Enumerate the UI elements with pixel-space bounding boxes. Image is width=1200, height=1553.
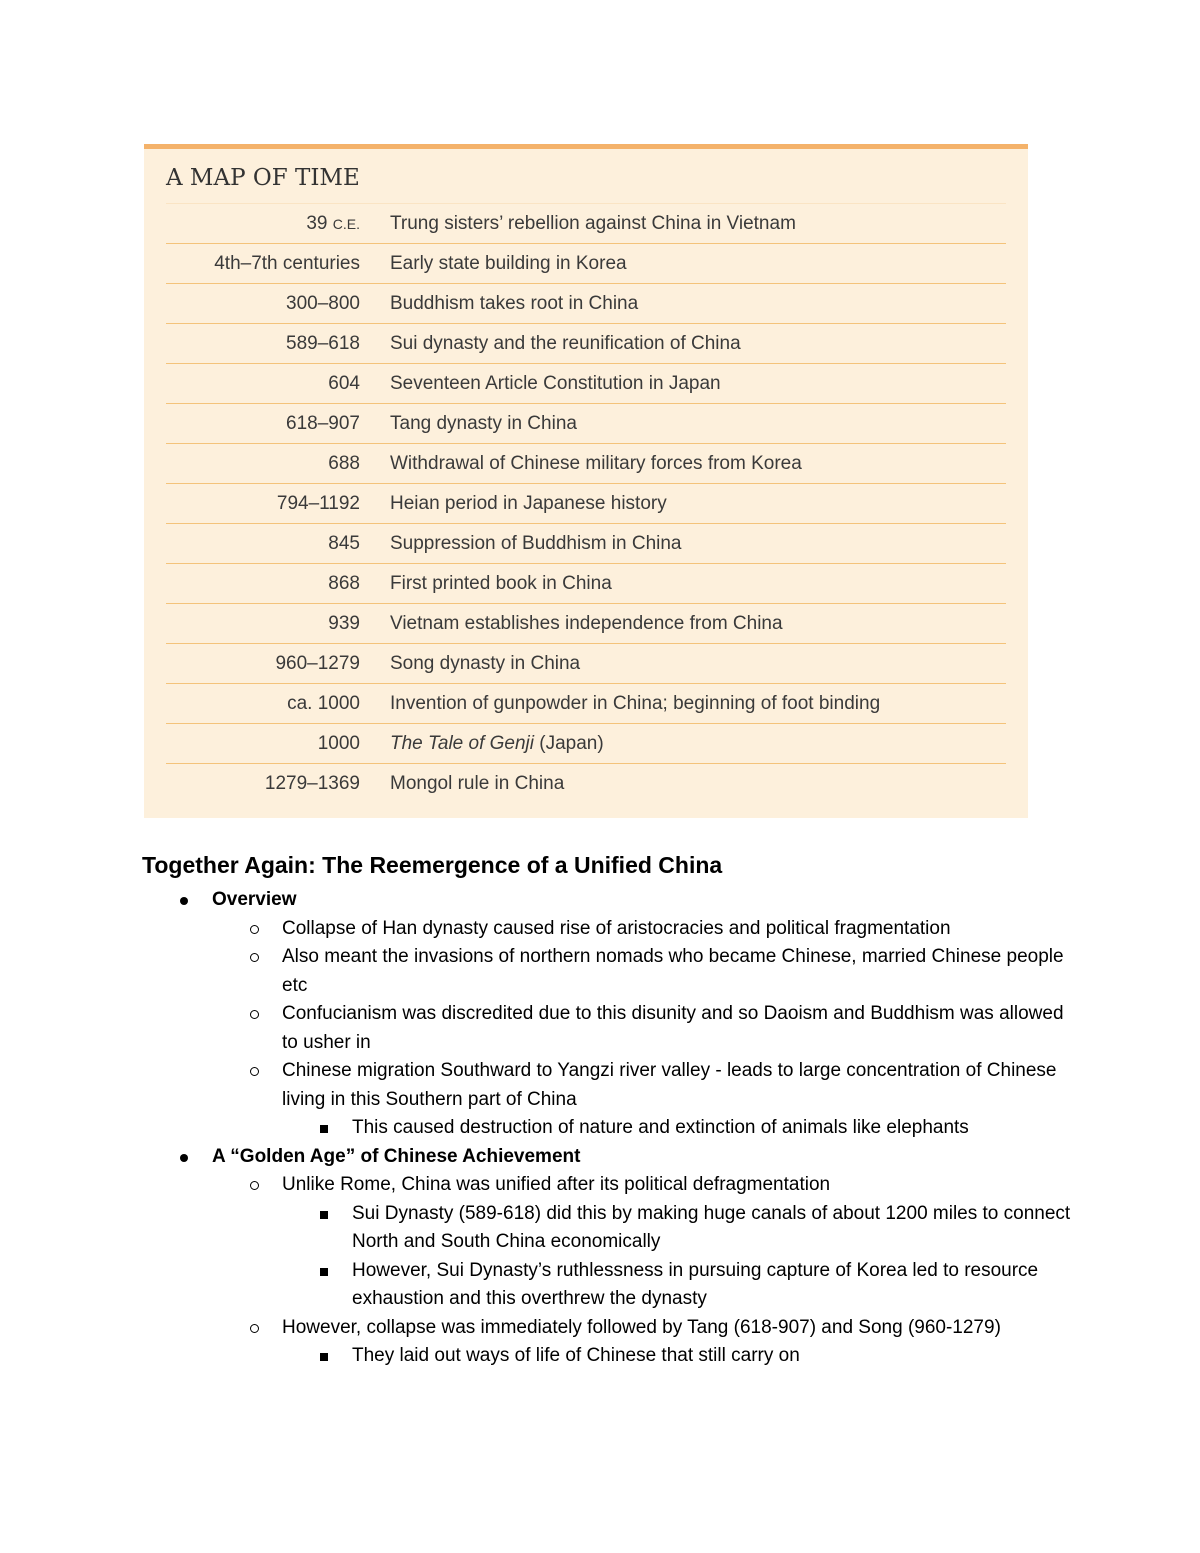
timeline-row bbox=[166, 364, 1006, 404]
outline-subsublist bbox=[282, 1342, 1072, 1371]
square-bullet-icon bbox=[320, 1268, 328, 1276]
timeline-event: Buddhism takes root in China bbox=[390, 292, 639, 314]
timeline-row bbox=[166, 604, 1006, 644]
outline-subitem: Unlike Rome, China was unified after its political defragmentation Sui Dynasty (589-618) did this by making huge canals of about 1200 miles to connect North and South China economically However, Sui Dynasty’s ruthlessness in pursuing capture of Korea led to resource exhaustion and this overthrew the dynasty bbox=[212, 1171, 1072, 1314]
outline-subitem: Confucianism was discredited due to this disunity and so Daoism and Buddhism was allowed to usher in bbox=[212, 1000, 1072, 1057]
timeline-row bbox=[166, 244, 1006, 284]
square-bullet-icon bbox=[320, 1125, 328, 1133]
outline-sublist bbox=[212, 915, 1072, 1143]
timeline-event: Vietnam establishes independence from China bbox=[390, 612, 783, 634]
timeline-event: Trung sisters’ rebellion against China in Vietnam bbox=[390, 212, 796, 234]
timeline-date: 1279–1369 bbox=[264, 772, 360, 794]
timeline-row bbox=[166, 484, 1006, 524]
timeline-date: 4th–7th centuries bbox=[214, 252, 360, 274]
outline-sublist bbox=[212, 1171, 1072, 1371]
timeline-event: Early state building in Korea bbox=[390, 252, 627, 274]
book-title: The Tale of Genji bbox=[390, 732, 534, 754]
timeline-date: 868 bbox=[328, 572, 360, 594]
filled-bullet-icon bbox=[180, 897, 188, 905]
outline-subitem: Chinese migration Southward to Yangzi river valley - leads to large concentration of Chinese living in this Southern part of China This caused destruction of nature and extinction of animals like elephants bbox=[212, 1057, 1072, 1143]
timeline-event: Sui dynasty and the reunification of China bbox=[390, 332, 741, 354]
timeline-row bbox=[166, 644, 1006, 684]
timeline-row bbox=[166, 684, 1006, 724]
timeline-row bbox=[166, 404, 1006, 444]
timeline-event: Mongol rule in China bbox=[390, 772, 565, 794]
timeline-date: 845 bbox=[328, 532, 360, 554]
timeline-date: 604 bbox=[328, 372, 360, 394]
map-of-time-title: A MAP OF TIME bbox=[166, 165, 360, 191]
hollow-bullet-icon bbox=[250, 1181, 259, 1190]
timeline-event: Suppression of Buddhism in China bbox=[390, 532, 682, 554]
hollow-bullet-icon bbox=[250, 1324, 259, 1333]
timeline-date: 300–800 bbox=[286, 292, 360, 314]
timeline-event: Invention of gunpowder in China; beginning of foot binding bbox=[390, 692, 881, 714]
section-heading: Together Again: The Reemergence of a Unified China bbox=[142, 852, 723, 878]
timeline-row bbox=[166, 204, 1006, 244]
timeline-row bbox=[166, 764, 1006, 803]
timeline-row bbox=[166, 524, 1006, 564]
outline-subsubitem: They laid out ways of life of Chinese that still carry on bbox=[282, 1342, 1072, 1371]
outline-subsubitem: This caused destruction of nature and extinction of animals like elephants bbox=[282, 1114, 1072, 1143]
outline-heading: Overview bbox=[212, 889, 297, 910]
map-of-time-box bbox=[144, 144, 1028, 818]
timeline-date: 1000 bbox=[317, 732, 360, 754]
timeline-date: ca. 1000 bbox=[287, 692, 360, 714]
timeline-row bbox=[166, 444, 1006, 484]
hollow-bullet-icon bbox=[250, 1067, 259, 1076]
outline-subitem: Also meant the invasions of northern nomads who became Chinese, married Chinese people etc bbox=[212, 943, 1072, 1000]
timeline-date: 589–618 bbox=[286, 332, 360, 354]
timeline-date: 960–1279 bbox=[275, 652, 360, 674]
square-bullet-icon bbox=[320, 1353, 328, 1361]
timeline-date: 618–907 bbox=[286, 412, 360, 434]
timeline-row bbox=[166, 324, 1006, 364]
timeline-row bbox=[166, 284, 1006, 324]
timeline-date: 939 bbox=[328, 612, 360, 634]
outline-item-overview bbox=[142, 886, 1072, 1143]
filled-bullet-icon bbox=[180, 1154, 188, 1162]
timeline-event: Heian period in Japanese history bbox=[390, 492, 667, 514]
hollow-bullet-icon bbox=[250, 953, 259, 962]
timeline-row bbox=[166, 724, 1006, 764]
hollow-bullet-icon bbox=[250, 1010, 259, 1019]
timeline-date: 688 bbox=[328, 452, 360, 474]
timeline-date: 794–1192 bbox=[276, 492, 360, 514]
timeline-event: Tang dynasty in China bbox=[390, 412, 577, 434]
timeline-event: Withdrawal of Chinese military forces from Korea bbox=[390, 452, 802, 474]
hollow-bullet-icon bbox=[250, 925, 259, 934]
notes-section bbox=[142, 850, 1072, 1371]
timeline-table bbox=[166, 203, 1006, 803]
timeline-date: 39 C.E. bbox=[306, 212, 360, 234]
timeline-event: Song dynasty in China bbox=[390, 652, 581, 674]
timeline-event: The Tale of Genji (Japan) bbox=[390, 732, 604, 754]
outline-subsubitem: However, Sui Dynasty’s ruthlessness in pursuing capture of Korea led to resource exhaustion and this overthrew the dynasty bbox=[282, 1257, 1072, 1314]
outline-subsublist bbox=[282, 1200, 1072, 1314]
timeline-row bbox=[166, 564, 1006, 604]
timeline-event: First printed book in China bbox=[390, 572, 612, 594]
outline-subitem: However, collapse was immediately followed by Tang (618-907) and Song (960-1279) They laid out ways of life of Chinese that still carry on bbox=[212, 1314, 1072, 1371]
square-bullet-icon bbox=[320, 1211, 328, 1219]
outline-subsubitem: Sui Dynasty (589-618) did this by making huge canals of about 1200 miles to connect North and South China economically bbox=[282, 1200, 1072, 1257]
timeline-event: Seventeen Article Constitution in Japan bbox=[390, 372, 721, 394]
outline-subitem: Collapse of Han dynasty caused rise of aristocracies and political fragmentation bbox=[212, 915, 1072, 944]
outline-list bbox=[142, 886, 1072, 1371]
outline-heading: A “Golden Age” of Chinese Achievement bbox=[212, 1145, 581, 1167]
outline-subsublist bbox=[282, 1114, 1072, 1143]
outline-item-golden-age bbox=[142, 1143, 1072, 1371]
